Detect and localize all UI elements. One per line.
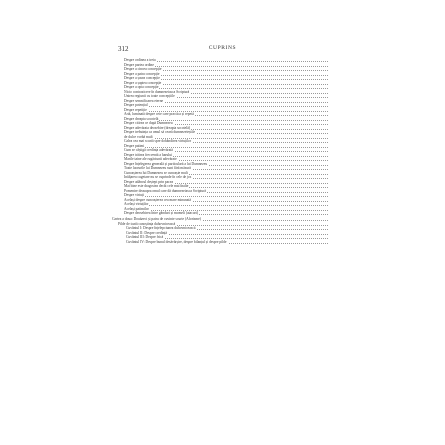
toc-entry-title: Despre ordinea a treia [124,58,156,62]
toc-entry-title: Despre virtuți [124,193,144,197]
toc-entry-title: Despre trăirea frecventă a harului [124,152,173,157]
toc-entry-title: Despre adâncul deștept prin pacea [124,179,174,184]
toc-entry-title: Despre a șaptea concepție [124,80,162,85]
toc-entry-title: Despre a patra concepție [124,71,160,76]
toc-entry-title: Despre trebuința ca omul să ceară dumnezeieștile [124,130,196,134]
toc-entry-title: Cum se câștigă credința adevărată [124,148,173,152]
toc-entry-title: Cartea a doua: Douăzeci și patru de cuvinte scurte (Aforisme) [112,217,201,221]
toc-entry-title: Același despre cunoașterea cea mare minunată [124,197,191,202]
toc-entry-title: Cuvântul I: Despre înțelepciunea duhovnicească [126,226,196,230]
toc-entry-title: Despre repetiție [124,107,147,112]
table-of-contents [112,58,338,244]
toc-entry-title: Nicio contrazicere în dumnezeiasca Scriptură [124,89,190,94]
toc-entry-title: Calea cea mai scurtă spre dobândirea virtuților [124,139,192,143]
toc-entry [118,240,338,245]
toc-entry-title: Cunoașterea lui Dumnezeu se cunoaște mult [124,170,188,175]
toc-entry-title: Unirea regiunii cu toate concepțiile [124,94,175,98]
toc-entry-title: Cuvântul III: Despre frică [126,235,164,239]
toc-entry-title: Despre adevărata deosebire (dreapta socotelă) [124,125,191,130]
toc-entry-title: Mai bine este dragostea decât cele mai înalte [124,184,189,188]
toc-entry-title: Cuvântul IV: Despre bunul desăvârșire, despre bilanțul și despre pilde [126,239,227,244]
toc-entry-title: Despre a cincea concepție [124,67,162,71]
toc-entry-title: Înălțarea cugetare nu se cuprinde în cele de jos [124,175,192,179]
toc-entry-title: Despre a opta concepție [124,85,159,89]
toc-entry [118,211,338,216]
toc-entry-title: Despre deosebirea între gânduri și momeli (atacuri) [124,211,199,215]
toc-entry-title: Același patimilor [124,206,149,211]
toc-entry-title: Marile taine ale rugăciunii adevărate [124,157,177,161]
toc-entry-title: Cuvântul II: Despre credință [126,230,168,235]
toc-entry-title: Despre dreapta socotelă [124,116,159,121]
toc-entry-title: Despre patimi [124,143,145,148]
running-title: CUPRINS [208,45,237,51]
toc-entry-title: Artă, luminată despre ceie care practica și repetă [124,112,194,116]
toc-entry-title: Despre înțelegerea generală și particulară a lui Dumnezeu [124,161,208,166]
toc-entry-title: Despre potențial [124,103,148,107]
toc-entry-title: Despre partea ordine [124,62,154,67]
toc-entry-title: Toate lucrurile lui Dumnezeu sunt fără măsură [124,166,191,170]
toc-entry-title: Despre a șasea concepție [124,76,160,80]
page-number: 312 [118,45,129,53]
toc-entry-title: Pilde de toată cunoștința duhovnicească [118,221,176,226]
toc-entry-title: Pomenire deasupra omul care dă dumnezeiasca Scriptură [124,188,207,193]
toc-entry-title: Despre citirea ce după Dumnezeu [124,121,173,125]
toc-entry-title: Despre semnificarea eterne [124,98,164,103]
toc-entry-title: Același virtuților [124,202,149,206]
toc-entry-title: de dulce vorbă mult [124,134,153,139]
